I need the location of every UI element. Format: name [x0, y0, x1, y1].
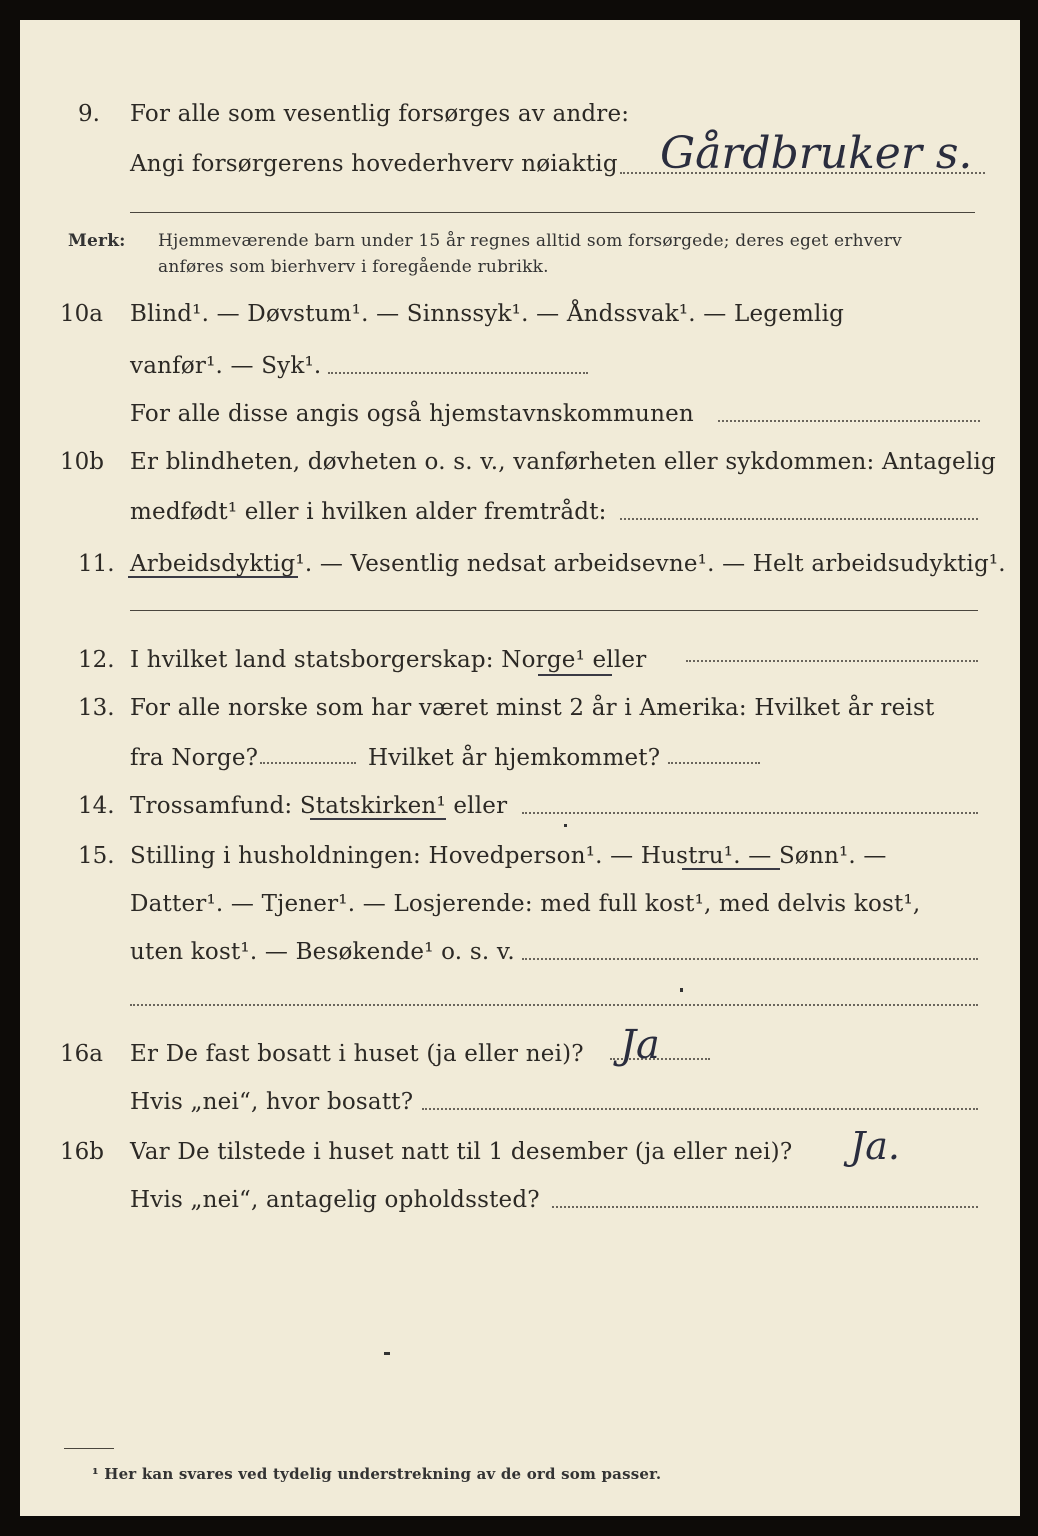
q16b-opholdssted-line: [552, 1206, 978, 1208]
q13-hjemkommet-line: [668, 762, 760, 764]
q10b-number: 10b: [60, 449, 104, 475]
q10b-line2: medfødt¹ eller i hvilken alder fremtrådt:: [130, 499, 607, 525]
q13-reist-line: [260, 762, 356, 764]
q15-answer-line: [522, 958, 978, 960]
q10a-line3: For alle disse angis også hjemstavnskommunen: [130, 401, 694, 427]
census-form-page: [20, 20, 1020, 1516]
q11-number: 11.: [78, 551, 115, 577]
merk-line1: Hjemmeværende barn under 15 år regnes alltid som forsørgede; deres eget erhverv: [158, 231, 902, 251]
footnote: ¹ Her kan svares ved tydelig understrekning av de ord som passer.: [92, 1465, 662, 1483]
q13-line1: For alle norske som har været minst 2 år i Amerika: Hvilket år reist: [130, 695, 935, 721]
q9-line2: Angi forsørgerens hovederhverv nøiaktig: [130, 151, 618, 177]
q9-number: 9.: [78, 101, 100, 127]
q9-blank-line: [130, 212, 975, 213]
q15-line1: Stilling i husholdningen: Hovedperson¹. — Hustru¹. — Sønn¹. —: [130, 843, 887, 869]
merk-line2: anføres som bierhverv i foregående rubrikk.: [158, 257, 549, 277]
q16a-number: 16a: [60, 1041, 103, 1067]
q15-underline-hustru: [682, 868, 780, 870]
q12-underline-norge: [538, 674, 612, 676]
q11-blank-line: [130, 610, 978, 611]
q13-line2a: fra Norge?: [130, 745, 259, 771]
q10a-number: 10a: [60, 301, 103, 327]
q14-line1: Trossamfund: Statskirken¹ eller: [130, 793, 508, 819]
q13-line2b: Hvilket år hjemkommet?: [368, 745, 661, 771]
q14-number: 14.: [78, 793, 115, 819]
q11-underline-arbeidsdyktig: [128, 576, 298, 578]
q10b-line1: Er blindheten, døvheten o. s. v., vanførheten eller sykdommen: Antagelig: [130, 449, 996, 475]
q13-number: 13.: [78, 695, 115, 721]
q15-line2: Datter¹. — Tjener¹. — Losjerende: med full kost¹, med delvis kost¹,: [130, 891, 921, 917]
q9-answer-handwritten: Gårdbruker s.: [660, 128, 973, 179]
q16a-line2: Hvis „nei“, hvor bosatt?: [130, 1089, 414, 1115]
q15-number: 15.: [78, 843, 115, 869]
ink-speck-3: [384, 1352, 390, 1355]
q16a-answer-handwritten: Ja: [620, 1022, 660, 1068]
footnote-rule: [64, 1448, 114, 1449]
ink-speck: [564, 824, 567, 827]
q12-answer-line: [686, 660, 978, 662]
q14-underline-statskirken: [310, 818, 446, 820]
q16b-number: 16b: [60, 1139, 104, 1165]
q10a-line2: vanfør¹. — Syk¹.: [130, 353, 322, 379]
q14-answer-line: [522, 812, 978, 814]
q10a-line1: Blind¹. — Døvstum¹. — Sinnssyk¹. — Åndssvak¹. — Legemlig: [130, 301, 845, 327]
q12-number: 12.: [78, 647, 115, 673]
q10b-answer-line: [620, 518, 978, 520]
q15-blank-line: [130, 1004, 978, 1006]
merk-label: Merk:: [68, 231, 126, 251]
q9-line1: For alle som vesentlig forsørges av andre:: [130, 101, 630, 127]
ink-speck-2: [680, 988, 683, 992]
q15-line3: uten kost¹. — Besøkende¹ o. s. v.: [130, 939, 515, 965]
q10a-syk-line: [328, 372, 588, 374]
q12-line1: I hvilket land statsborgerskap: Norge¹ eller: [130, 647, 647, 673]
q11-line1: Arbeidsdyktig¹. — Vesentlig nedsat arbeidsevne¹. — Helt arbeidsudyktig¹.: [130, 551, 1006, 577]
q16b-answer-handwritten: Ja.: [850, 1124, 900, 1168]
q16b-line1: Var De tilstede i huset natt til 1 desember (ja eller nei)?: [130, 1139, 793, 1165]
q16b-line2: Hvis „nei“, antagelig opholdssted?: [130, 1187, 540, 1213]
q16a-bosatt-line: [422, 1108, 978, 1110]
q10a-kommune-line: [718, 420, 980, 422]
q16a-line1: Er De fast bosatt i huset (ja eller nei)?: [130, 1041, 584, 1067]
